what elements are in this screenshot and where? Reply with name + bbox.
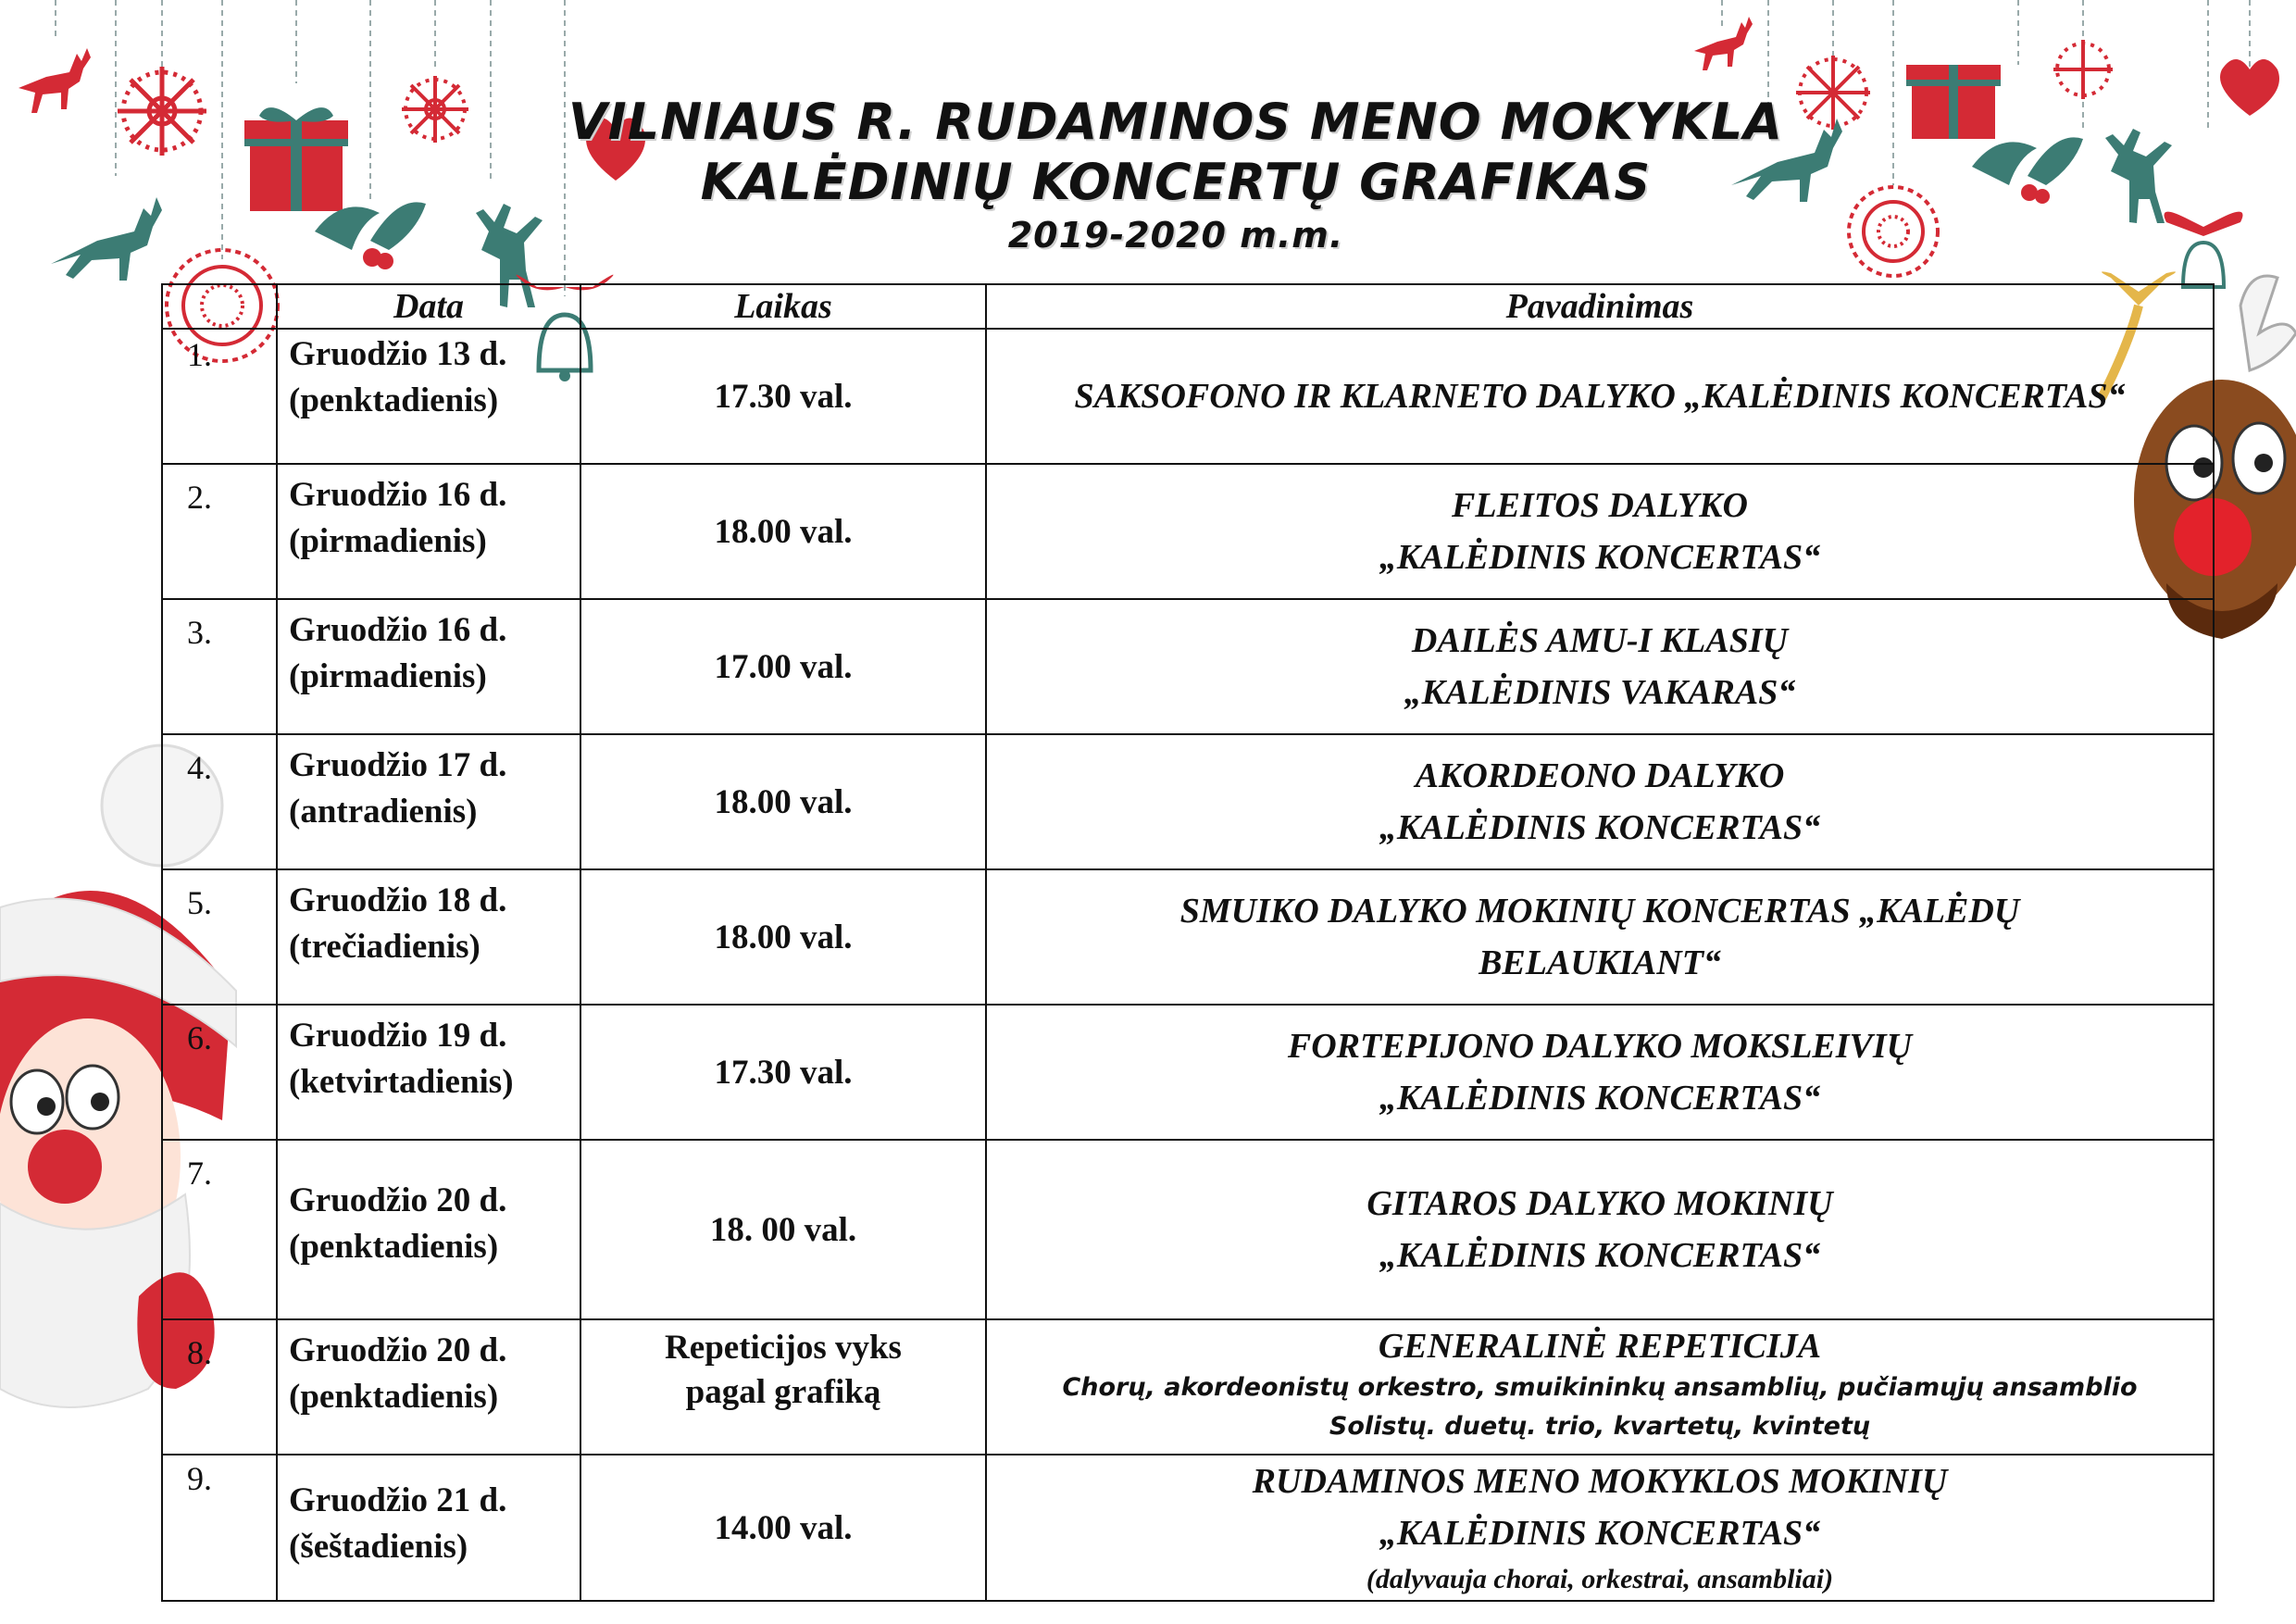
table-row [162,869,2214,1005]
note-line: (dalyvauja chorai, orkestrai, ansambliai) [1366,1564,1834,1594]
title-line: „KALĖDINIS KONCERTAS“ [1379,1236,1821,1275]
table-row [162,1005,2214,1140]
row-title [986,1005,2214,1140]
reindeer-icon [1694,17,1753,70]
row-title [986,869,2214,1005]
weekday-text: (penktadienis) [289,1228,499,1266]
row-date [277,1455,580,1601]
row-number: 3. [162,599,277,734]
row-title [986,734,2214,869]
title-line: DAILĖS AMU-I KLASIŲ [1411,621,1789,660]
table-row [162,1319,2214,1455]
column-header-title: Pavadinimas [986,284,2214,329]
title-line: SMUIKO DALYKO MOKINIŲ KONCERTAS „KALĖDŲ [1179,892,2020,931]
column-header-num [162,284,277,329]
row-number: 9. [162,1455,277,1601]
row-number: 8. [162,1319,277,1455]
date-text: Gruodžio 20 d. [289,1181,507,1219]
row-time: 17.00 val. [580,599,986,734]
holly-icon [1972,137,2083,204]
snowflake-icon [2053,40,2113,99]
time-line: Repeticijos vyks [665,1329,902,1367]
weekday-text: (pirmadienis) [289,657,487,695]
row-date [277,1005,580,1140]
title-line: FLEITOS DALYKO [1452,486,1748,525]
row-title [986,1319,2214,1455]
table-row [162,1140,2214,1319]
column-header-time: Laikas [580,284,986,329]
weekday-text: (trečiadienis) [289,928,480,966]
date-text: Gruodžio 21 d. [289,1481,507,1519]
date-text: Gruodžio 19 d. [289,1017,507,1055]
concert-schedule-table [161,283,2215,1602]
row-time: 18.00 val. [580,734,986,869]
row-number: 5. [162,869,277,1005]
row-time: 17.30 val. [580,1005,986,1140]
table-row [162,1455,2214,1601]
row-title [986,329,2214,464]
table-row [162,599,2214,734]
subtitle-line: Chorų, akordeonistų orkestro, smuikininkų ansamblių, pučiamųjų ansamblio [1062,1373,2138,1402]
row-title [986,1140,2214,1319]
row-time: 17.30 val. [580,329,986,464]
row-date [277,1140,580,1319]
heart-icon [2220,59,2279,116]
page-title-year: 2019-2020 m.m. [1007,215,1344,256]
weekday-text: (šeštadienis) [289,1528,468,1566]
date-text: Gruodžio 13 d. [289,335,507,373]
row-date [277,734,580,869]
title-line: „KALĖDINIS VAKARAS“ [1404,673,1796,712]
row-title [986,464,2214,599]
date-text: Gruodžio 16 d. [289,476,507,514]
row-date [277,869,580,1005]
page-title-school: VILNIAUS R. RUDAMINOS MENO MOKYKLA [568,93,1784,151]
page-title-schedule: KALĖDINIŲ KONCERTŲ GRAFIKAS [700,153,1652,211]
table-header-row [162,284,2214,329]
subtitle-line: Solistų. duetų. trio, kvartetų, kvintetų [1329,1412,1871,1441]
gift-icon [244,107,348,211]
row-number: 1. [162,329,277,464]
title-line: „KALĖDINIS KONCERTAS“ [1379,538,1821,577]
reindeer-icon [51,197,162,281]
row-title [986,599,2214,734]
title-line: AKORDEONO DALYKO [1415,756,1785,795]
title-line: „KALĖDINIS KONCERTAS“ [1379,1079,1821,1118]
row-date [277,329,580,464]
time-line: pagal grafiką [685,1373,881,1411]
row-number: 4. [162,734,277,869]
title-line: FORTEPIJONO DALYKO MOKSLEIVIŲ [1287,1027,1913,1066]
row-number: 7. [162,1140,277,1319]
title-line: BELAUKIANT“ [1479,943,1721,982]
row-time: 18.00 val. [580,869,986,1005]
weekday-text: (penktadienis) [289,381,499,419]
column-header-date: Data [277,284,580,329]
row-time [580,1319,986,1455]
date-text: Gruodžio 17 d. [289,746,507,784]
row-time: 18. 00 val. [580,1140,986,1319]
weekday-text: (pirmadienis) [289,522,487,560]
title-line: SAKSOFONO IR KLARNETO DALYKO „KALĖDINIS KONCERTAS“ [1074,377,2126,416]
weekday-text: (ketvirtadienis) [289,1063,514,1101]
date-text: Gruodžio 18 d. [289,881,507,919]
row-number: 6. [162,1005,277,1140]
row-time: 18.00 val. [580,464,986,599]
title-line: GENERALINĖ REPETICIJA [1378,1327,1822,1366]
row-date [277,1319,580,1455]
row-number: 2. [162,464,277,599]
weekday-text: (penktadienis) [289,1378,499,1416]
title-line: GITAROS DALYKO MOKINIŲ [1366,1184,1833,1223]
snowflake-icon [402,76,468,143]
table-row [162,464,2214,599]
row-date [277,464,580,599]
title-line: RUDAMINOS MENO MOKYKLOS MOKINIŲ [1252,1462,1948,1501]
date-text: Gruodžio 16 d. [289,611,507,649]
row-title [986,1455,2214,1601]
title-line: „KALĖDINIS KONCERTAS“ [1379,808,1821,847]
reindeer-icon [2105,129,2172,223]
snowflake-icon [118,67,206,156]
row-time: 14.00 val. [580,1455,986,1601]
reindeer-icon [19,48,91,113]
weekday-text: (antradienis) [289,793,478,831]
table-row [162,734,2214,869]
gift-icon [1906,65,2001,139]
date-text: Gruodžio 20 d. [289,1331,507,1369]
table-row [162,329,2214,464]
snowflake-icon [1849,187,1938,276]
row-date [277,599,580,734]
title-line: „KALĖDINIS KONCERTAS“ [1379,1514,1821,1553]
holly-icon [315,202,426,269]
